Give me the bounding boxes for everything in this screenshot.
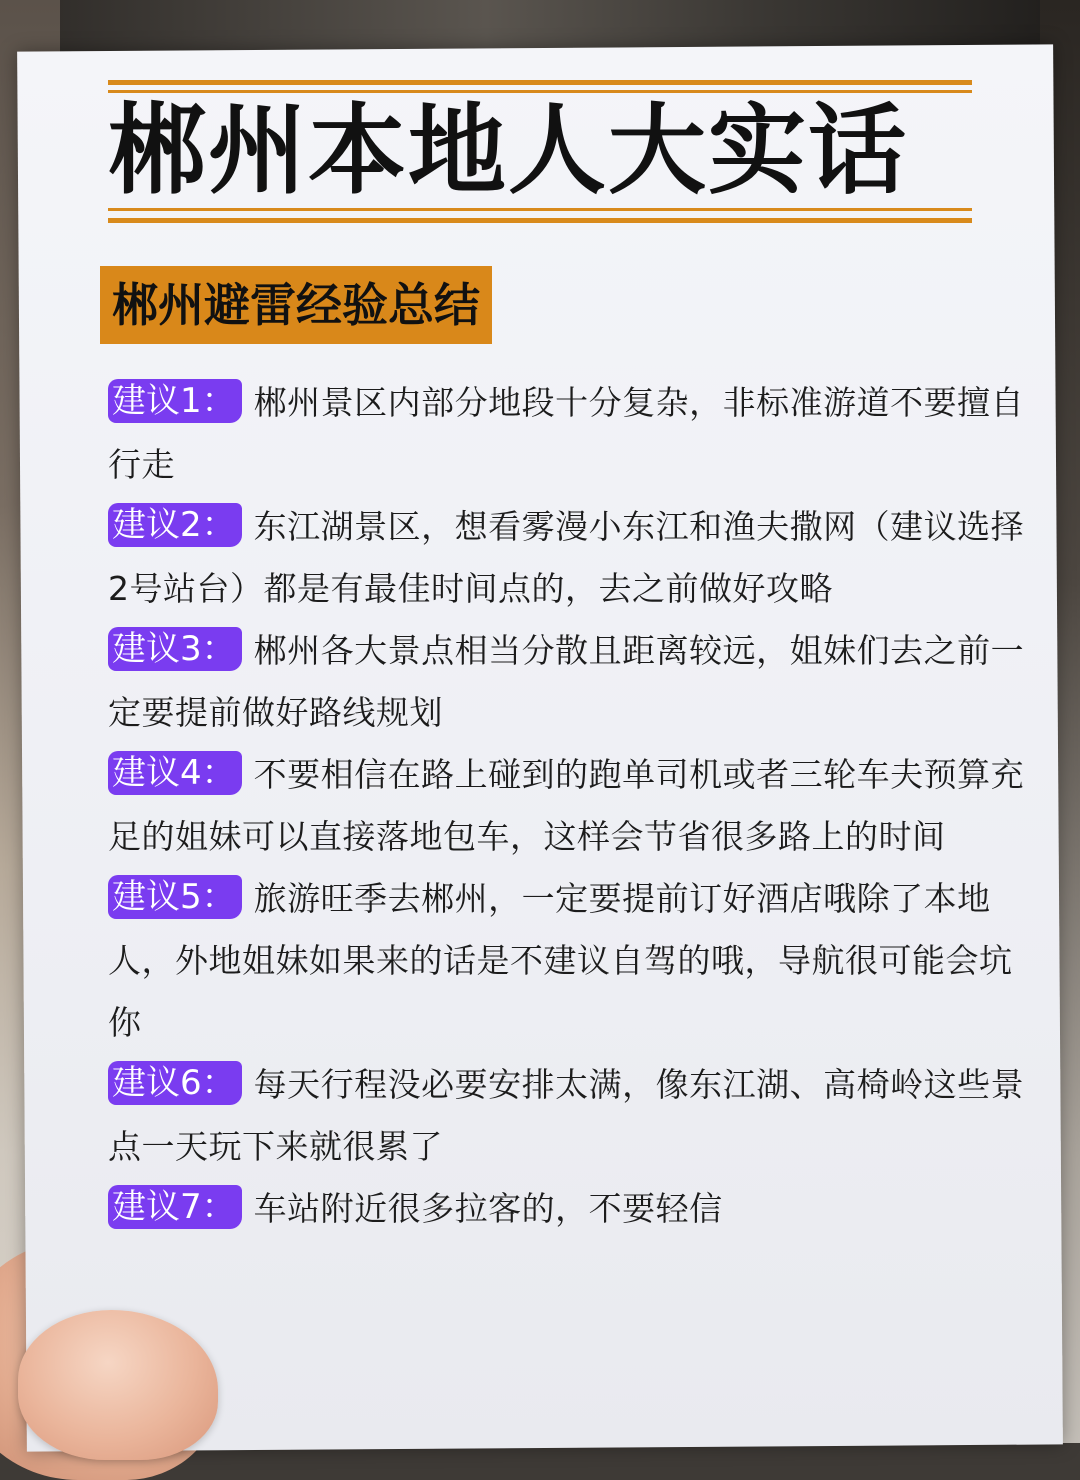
tip-item xyxy=(108,1054,1036,1178)
tip-tag: 建议6： xyxy=(108,1061,242,1105)
tip-tag: 建议4： xyxy=(108,751,242,795)
tip-tag: 建议2： xyxy=(108,503,242,547)
tip-item xyxy=(108,372,1036,496)
tip-item xyxy=(108,496,1036,620)
title-rule-top-thin xyxy=(108,90,972,93)
tip-text: 东江湖景区，想看雾漫小东江和渔夫撒网（建议选择2号站台）都是有最佳时间点的，去之前做好攻略 xyxy=(108,507,1025,608)
tip-text: 郴州各大景点相当分散且距离较远，姐妹们去之前一定要提前做好路线规划 xyxy=(108,631,1025,732)
subtitle-banner: 郴州避雷经验总结 xyxy=(100,266,492,344)
tip-text: 郴州景区内部分地段十分复杂，非标准游道不要擅自行走 xyxy=(108,383,1025,484)
title-block xyxy=(108,80,972,230)
tip-tag: 建议7： xyxy=(108,1185,242,1229)
tip-text: 不要相信在路上碰到的跑单司机或者三轮车夫预算充足的姐妹可以直接落地包车，这样会节省很多路上的时间 xyxy=(108,755,1025,856)
tip-item xyxy=(108,868,1036,1054)
tip-item xyxy=(108,620,1036,744)
tip-text: 旅游旺季去郴州，一定要提前订好酒店哦除了本地人，外地姐妹如果来的话是不建议自驾的哦，导航很可能会坑你 xyxy=(108,879,1013,1042)
tip-item xyxy=(108,744,1036,868)
tip-tag: 建议5： xyxy=(108,875,242,919)
title-rule-bottom xyxy=(108,218,972,223)
tip-tag: 建议1： xyxy=(108,379,242,423)
page-title: 郴州本地人大实话 xyxy=(108,94,909,208)
tip-text: 每天行程没必要安排太满，像东江湖、高椅岭这些景点一天玩下来就很累了 xyxy=(108,1065,1025,1166)
title-rule-top xyxy=(108,80,972,85)
tips-list xyxy=(108,372,1036,1240)
tip-item xyxy=(108,1178,1036,1240)
tip-tag: 建议3： xyxy=(108,627,242,671)
title-rule-bottom-thin xyxy=(108,208,972,211)
tip-text: 车站附近很多拉客的，不要轻信 xyxy=(253,1189,723,1228)
